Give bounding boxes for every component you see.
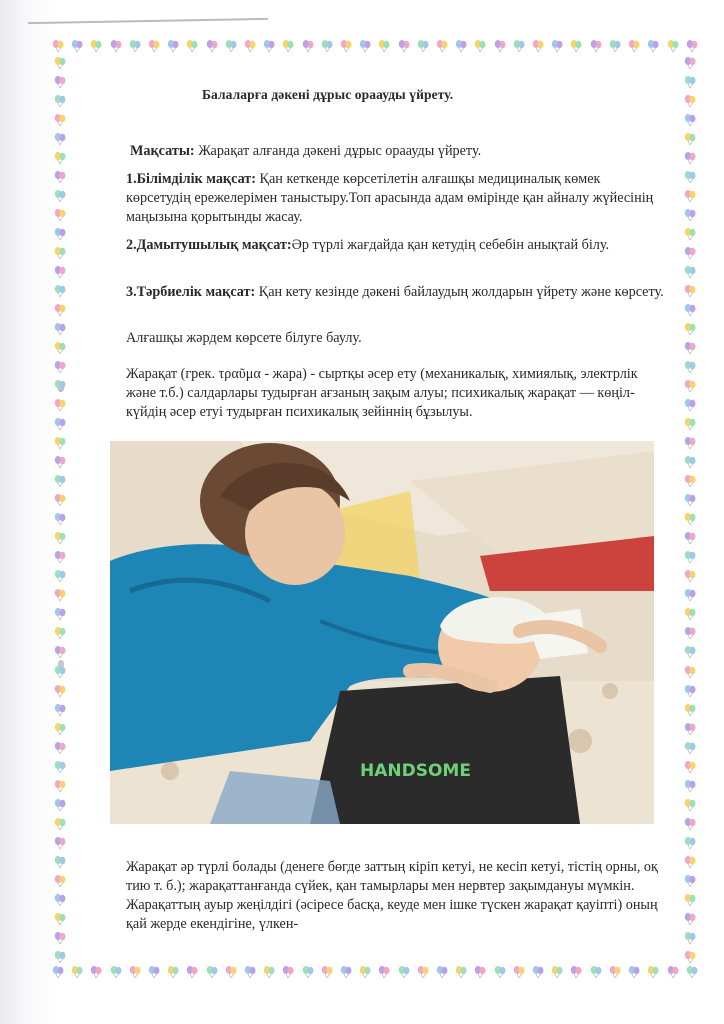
balloon-icon — [474, 965, 486, 979]
balloon-icon — [684, 588, 696, 602]
balloon-icon — [628, 965, 640, 979]
balloon-icon — [54, 227, 66, 241]
balloon-icon — [684, 931, 696, 945]
balloon-icon — [684, 798, 696, 812]
balloon-icon — [54, 455, 66, 469]
balloon-icon — [684, 360, 696, 374]
development-goal-text: Әр түрлі жағдайда қан кетудің себебін анықтай білу. — [291, 237, 610, 253]
balloon-icon — [54, 950, 66, 964]
balloon-icon — [684, 817, 696, 831]
border-bottom — [52, 964, 698, 980]
balloon-icon — [684, 189, 696, 203]
balloon-icon — [54, 360, 66, 374]
balloon-icon — [54, 379, 66, 393]
development-goal-label: 2.Дамытушылық мақсат: — [126, 237, 292, 253]
balloon-icon — [340, 39, 352, 53]
balloon-icon — [282, 39, 294, 53]
balloon-icon — [52, 39, 64, 53]
balloon-icon — [54, 931, 66, 945]
balloon-icon — [54, 94, 66, 108]
balloon-icon — [186, 39, 198, 53]
education-goal — [126, 170, 668, 227]
balloon-icon — [684, 626, 696, 640]
balloon-icon — [590, 39, 602, 53]
balloon-icon — [513, 965, 525, 979]
balloon-icon — [167, 965, 179, 979]
bottom-paragraph — [126, 858, 670, 934]
balloon-icon — [54, 474, 66, 488]
aim-line — [130, 142, 670, 161]
balloon-icon — [54, 246, 66, 260]
balloon-icon — [570, 39, 582, 53]
first-aid-line — [126, 329, 668, 348]
balloon-icon — [551, 39, 563, 53]
balloon-icon — [321, 965, 333, 979]
balloon-icon — [494, 965, 506, 979]
education-goal-text: Қан кеткенде көрсетілетін алғашқы медициналық көмек көрсетудің ережелерімен таныстыру.Топ арасында адам өмірінде қан айналу жүйесінің маңызына қорытынды жасау. — [126, 171, 654, 225]
balloon-icon — [54, 855, 66, 869]
balloon-icon — [54, 779, 66, 793]
balloon-icon — [302, 965, 314, 979]
balloon-icon — [54, 760, 66, 774]
balloon-icon — [244, 39, 256, 53]
first-aid-text: Алғашқы жәрдем көрсете білуге баулу. — [126, 330, 362, 346]
balloon-icon — [54, 798, 66, 812]
balloon-icon — [398, 965, 410, 979]
balloon-icon — [71, 965, 83, 979]
balloon-icon — [52, 965, 64, 979]
photo-illustration — [110, 441, 654, 824]
balloon-icon — [684, 645, 696, 659]
balloon-icon — [54, 265, 66, 279]
balloon-icon — [54, 874, 66, 888]
balloon-icon — [129, 965, 141, 979]
balloon-icon — [684, 512, 696, 526]
balloon-icon — [359, 965, 371, 979]
balloon-icon — [54, 284, 66, 298]
border-left — [52, 56, 68, 964]
upbringing-goal-label: 3.Тәрбиелік мақсат: — [126, 284, 256, 300]
upbringing-goal-text: Қан кету кезінде дәкені байлаудың жолдарын үйрету және көрсету. — [255, 284, 664, 300]
balloon-icon — [225, 965, 237, 979]
balloon-icon — [684, 151, 696, 165]
photo — [110, 441, 654, 824]
balloon-icon — [686, 965, 698, 979]
balloon-icon — [609, 39, 621, 53]
balloon-icon — [54, 684, 66, 698]
balloon-icon — [110, 965, 122, 979]
balloon-icon — [570, 965, 582, 979]
balloon-icon — [684, 417, 696, 431]
balloon-icon — [148, 965, 160, 979]
balloon-icon — [684, 322, 696, 336]
balloon-icon — [54, 398, 66, 412]
balloon-icon — [684, 874, 696, 888]
balloon-icon — [686, 39, 698, 53]
balloon-icon — [186, 965, 198, 979]
balloon-icon — [54, 893, 66, 907]
balloon-icon — [684, 950, 696, 964]
balloon-icon — [378, 965, 390, 979]
balloon-icon — [684, 284, 696, 298]
balloon-icon — [54, 836, 66, 850]
balloon-icon — [54, 645, 66, 659]
balloon-icon — [684, 912, 696, 926]
balloon-icon — [684, 684, 696, 698]
balloon-icon — [129, 39, 141, 53]
balloon-icon — [54, 170, 66, 184]
balloon-icon — [263, 965, 275, 979]
balloon-icon — [54, 493, 66, 507]
balloon-icon — [110, 39, 122, 53]
balloon-icon — [244, 965, 256, 979]
balloon-icon — [359, 39, 371, 53]
upbringing-goal — [126, 283, 668, 302]
balloon-icon — [684, 303, 696, 317]
balloon-icon — [436, 39, 448, 53]
balloon-icon — [206, 965, 218, 979]
balloon-icon — [474, 39, 486, 53]
balloon-icon — [54, 151, 66, 165]
balloon-icon — [54, 436, 66, 450]
balloon-icon — [54, 588, 66, 602]
balloon-icon — [684, 341, 696, 355]
balloon-icon — [54, 417, 66, 431]
balloon-icon — [206, 39, 218, 53]
balloon-icon — [684, 531, 696, 545]
balloon-icon — [551, 965, 563, 979]
balloon-icon — [340, 965, 352, 979]
balloon-icon — [684, 493, 696, 507]
balloon-icon — [647, 39, 659, 53]
balloon-icon — [684, 722, 696, 736]
balloon-icon — [54, 113, 66, 127]
balloon-icon — [684, 436, 696, 450]
balloon-icon — [684, 265, 696, 279]
balloon-icon — [684, 760, 696, 774]
border-top — [52, 38, 698, 54]
balloon-icon — [54, 626, 66, 640]
balloon-icon — [684, 75, 696, 89]
balloon-icon — [54, 569, 66, 583]
border-right — [682, 56, 698, 964]
aim-text: Жарақат алғанда дәкені дұрыс ораауды үйрету. — [194, 143, 482, 159]
balloon-icon — [398, 39, 410, 53]
balloon-icon — [148, 39, 160, 53]
balloon-icon — [167, 39, 179, 53]
balloon-icon — [282, 965, 294, 979]
balloon-icon — [90, 965, 102, 979]
balloon-icon — [684, 779, 696, 793]
balloon-icon — [378, 39, 390, 53]
development-goal — [126, 236, 668, 255]
balloon-icon — [609, 965, 621, 979]
balloon-icon — [302, 39, 314, 53]
balloon-icon — [54, 303, 66, 317]
balloon-icon — [684, 379, 696, 393]
balloon-icon — [667, 39, 679, 53]
page-title: Балаларға дәкені дұрыс ораауды үйрету. — [202, 87, 454, 102]
balloon-icon — [90, 39, 102, 53]
balloon-icon — [494, 39, 506, 53]
balloon-icon — [684, 893, 696, 907]
balloon-icon — [684, 665, 696, 679]
balloon-icon — [628, 39, 640, 53]
balloon-icon — [54, 208, 66, 222]
definition-paragraph — [126, 365, 670, 422]
aim-label: Мақсаты: — [130, 143, 195, 159]
balloon-icon — [54, 703, 66, 717]
balloon-icon — [684, 741, 696, 755]
balloon-icon — [647, 965, 659, 979]
definition-text: Жарақат (грек. τραῦμα - жара) - сыртқы әсер ету (механикалық, химиялық, электрлік және т.б.) салдарлары тудырған ағзаның зақым алуы; психикалық жарақат — көңіл-күйдің әсер етуі тудырған психикалық зейіннің бұзылуы. — [126, 366, 638, 420]
balloon-icon — [684, 607, 696, 621]
balloon-icon — [684, 474, 696, 488]
balloon-icon — [54, 322, 66, 336]
balloon-icon — [684, 569, 696, 583]
balloon-icon — [684, 56, 696, 70]
balloon-icon — [417, 39, 429, 53]
balloon-icon — [436, 965, 448, 979]
balloon-icon — [590, 965, 602, 979]
balloon-icon — [684, 455, 696, 469]
balloon-icon — [54, 817, 66, 831]
balloon-icon — [684, 703, 696, 717]
balloon-icon — [667, 965, 679, 979]
balloon-icon — [684, 855, 696, 869]
balloon-icon — [684, 170, 696, 184]
balloon-icon — [684, 836, 696, 850]
education-goal-label: 1.Білімділік мақсат: — [126, 171, 256, 187]
balloon-icon — [54, 132, 66, 146]
balloon-icon — [684, 94, 696, 108]
bottom-text: Жарақат әр түрлі болады (денеге бөгде заттың кіріп кетуі, не кесіп кетуі, тістің орны, оқ тию т. б.); жарақаттанғанда сүйек, қан тамырлары мен нервтер зақымдануы мүмкін. Жарақаттың ауыр жеңілдігі (әсіресе басқа, кеуде мен ішке түскен жарақат қауіпті) оның қай жерде екендігіне, үлкен- — [126, 859, 658, 932]
balloon-icon — [54, 665, 66, 679]
balloon-icon — [263, 39, 275, 53]
balloon-icon — [54, 531, 66, 545]
balloon-icon — [225, 39, 237, 53]
balloon-icon — [54, 550, 66, 564]
balloon-icon — [54, 75, 66, 89]
balloon-icon — [54, 56, 66, 70]
shirt-print: HANDSOME — [360, 761, 471, 781]
balloon-icon — [54, 512, 66, 526]
balloon-icon — [54, 722, 66, 736]
balloon-icon — [532, 965, 544, 979]
balloon-icon — [455, 965, 467, 979]
balloon-icon — [54, 607, 66, 621]
balloon-icon — [71, 39, 83, 53]
balloon-icon — [684, 246, 696, 260]
balloon-icon — [321, 39, 333, 53]
balloon-icon — [684, 132, 696, 146]
balloon-icon — [684, 550, 696, 564]
balloon-icon — [684, 113, 696, 127]
balloon-icon — [54, 912, 66, 926]
balloon-icon — [54, 741, 66, 755]
balloon-icon — [684, 227, 696, 241]
balloon-icon — [54, 341, 66, 355]
balloon-icon — [684, 208, 696, 222]
balloon-icon — [455, 39, 467, 53]
balloon-icon — [417, 965, 429, 979]
balloon-icon — [684, 398, 696, 412]
balloon-icon — [532, 39, 544, 53]
balloon-icon — [54, 189, 66, 203]
balloon-icon — [513, 39, 525, 53]
